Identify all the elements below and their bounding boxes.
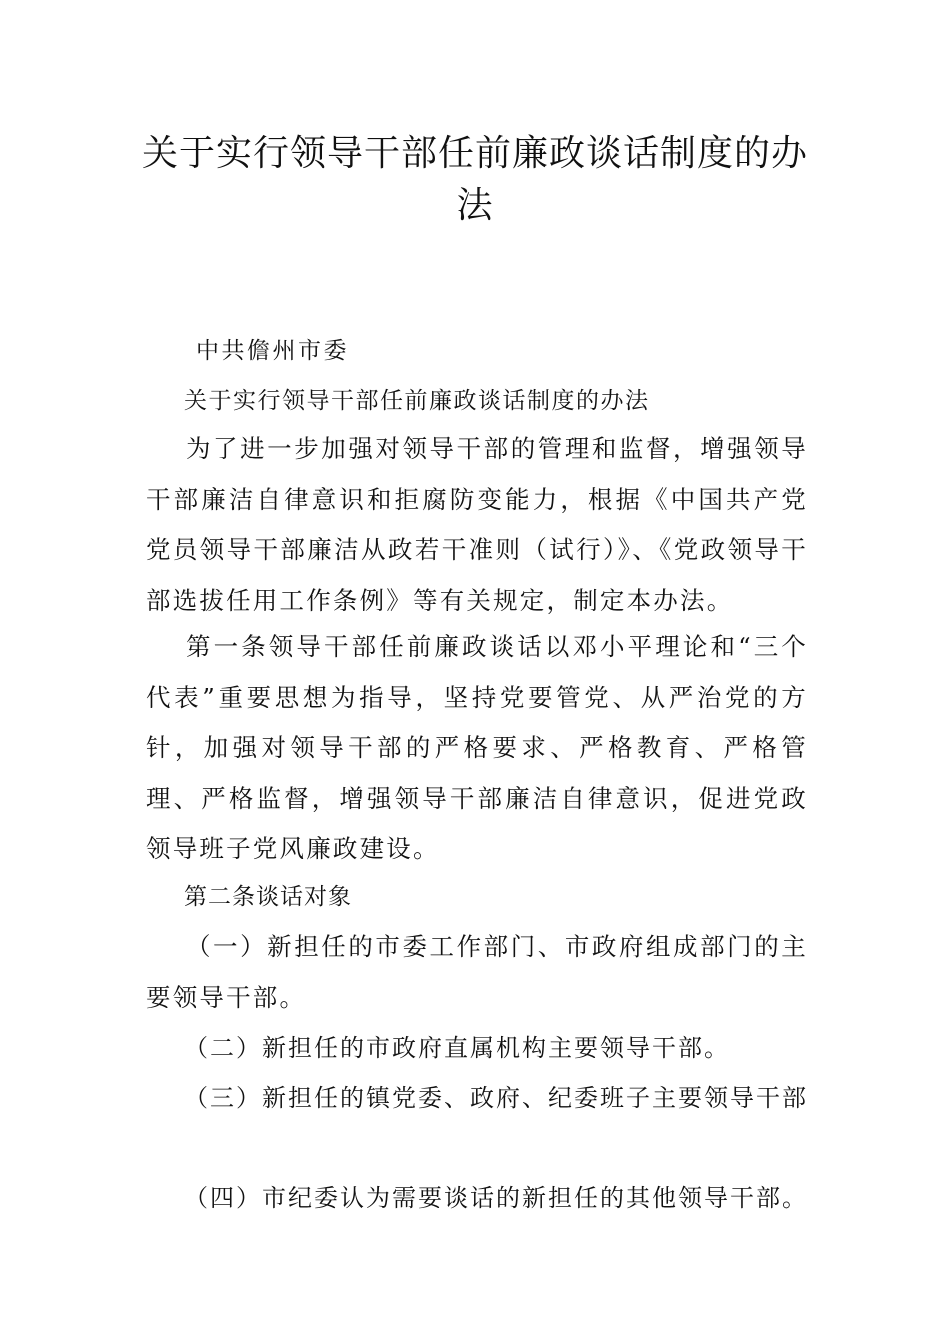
issuer-line: 中共儋州市委 — [196, 338, 349, 364]
item-2-paragraph: （二）新担任的市政府直属机构主要领导干部。 — [184, 1034, 730, 1062]
article-1-paragraph: 第一条领导干部任前廉政谈话以邓小平理论和“三个代表”重要思想为指导，坚持党要管党、从严治党的方针，加强对领导干部的严格要求、严格教育、严格管理、严格监督，增强领导干部廉洁自律意识，促进党政领导班子党风廉政建设。 — [146, 632, 808, 863]
item-3-paragraph: （三）新担任的镇党委、政府、纪委班子主要领导干部 — [184, 1084, 808, 1112]
item-4-paragraph: （四）市纪委认为需要谈话的新担任的其他领导干部。 — [184, 1184, 808, 1212]
subtitle-line: 关于实行领导干部任前廉政谈话制度的办法 — [184, 388, 650, 414]
preamble-paragraph: 为了进一步加强对领导干部的管理和监督，增强领导干部廉洁自律意识和拒腐防变能力，根据《中国共产党党员领导干部廉洁从政若干准则（试行）》、《党政领导干部选拔任用工作条例》等有关规定，制定本办法。 — [146, 434, 808, 615]
article-2-heading: 第二条谈话对象 — [184, 884, 352, 910]
item-1-paragraph: （一）新担任的市委工作部门、市政府组成部门的主要领导干部。 — [146, 932, 808, 1012]
document-title: 关于实行领导干部任前廉政谈话制度的办法 — [141, 133, 808, 226]
